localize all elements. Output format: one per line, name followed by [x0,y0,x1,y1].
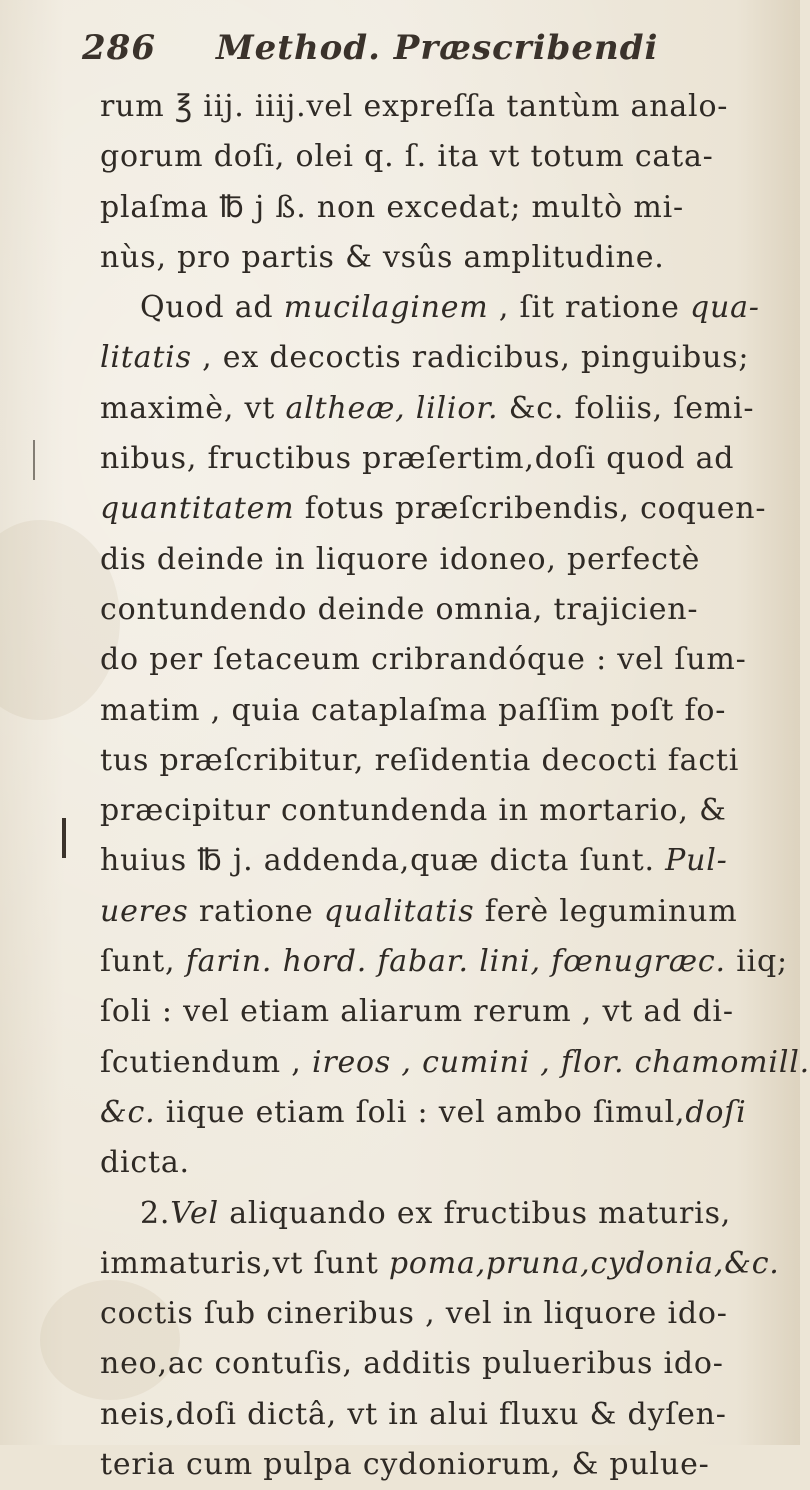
text-line [100,1138,790,1188]
text-segment: ſoli : vel etiam aliarum rerum , vt ad di- [100,994,734,1030]
text-line [100,836,790,886]
text-segment: ſcutiendum , [100,1044,312,1080]
italic-segment: ireos , cumini , flor. chamomill. [311,1044,810,1080]
italic-segment: qualitatis [323,893,475,929]
text-segment: dis deinde in liquore idoneo, perfectè [100,541,701,577]
text-segment: , ex decoctis radicibus, pinguibus; [191,340,750,376]
italic-segment: ueres [100,893,189,929]
running-head: Method. Præscribendi [215,28,659,68]
text-line [100,132,790,182]
text-segment: huius ℔ j. addenda,quæ dicta ſunt. [100,843,666,879]
page-number: 286 [82,28,156,68]
italic-segment: doſi [685,1094,747,1130]
text-segment: immaturis,vt ſunt [100,1245,389,1281]
text-line [100,786,790,836]
italic-segment: poma,pruna,cydonia,&c. [388,1245,780,1281]
italic-segment: farin. hord. fabar. lini, fœnugræc. [185,944,726,980]
text-segment: , ſit ratione [488,290,690,326]
text-line [100,1038,810,1088]
text-segment: coctis ſub cineribus , vel in liquore ido- [100,1296,728,1332]
text-segment: maximè, vt [100,390,286,426]
text-line [100,686,790,736]
text-line [100,1440,790,1490]
text-segment: teria cum pulpa cydoniorum, & pulue- [100,1447,710,1483]
text-segment: contundendo deinde omnia, trajicien- [100,591,699,627]
text-line [100,1239,790,1289]
text-line [100,82,790,132]
text-line [100,384,790,434]
text-segment: dicta. [100,1145,190,1181]
text-line [100,987,790,1037]
text-line [100,333,790,383]
text-segment: aliquando ex fructibus maturis, [218,1195,732,1231]
text-line [100,1390,790,1440]
text-line [100,887,790,937]
text-segment: fotus præſcribendis, coquen- [294,491,767,527]
text-segment: do per ſetaceum cribrandóque : vel ſum- [100,642,747,678]
margin-mark [33,440,35,480]
text-segment: iique etiam ſoli : vel ambo ſimul, [155,1094,686,1130]
italic-segment: litatis [100,340,192,376]
text-line [100,1088,790,1138]
text-line [100,736,790,786]
text-line [100,1189,790,1239]
text-segment: iiq; [725,944,788,980]
text-segment: &c. foliis, ſemi- [498,390,755,426]
body-text [100,82,810,1490]
italic-segment: quantitatem [100,491,295,527]
italic-segment: mucilaginem [283,290,489,326]
text-line [100,283,790,333]
italic-segment: altheæ, lilior. [285,390,499,426]
text-line [100,484,790,534]
text-line [100,1339,790,1389]
text-segment: neo,ac contuſis, additis pulueribus ido- [100,1346,724,1382]
text-segment: 2. [140,1195,171,1231]
text-segment: tus præſcribitur, reſidentia decocti facti [100,742,740,778]
text-line [100,585,790,635]
italic-segment: qua- [689,290,760,326]
text-line [100,233,790,283]
text-segment: nibus, fructibus præſertim,doſi quod ad [100,441,735,477]
margin-mark [62,818,66,858]
text-segment: ſunt, [100,944,186,980]
text-segment: gorum doſi, olei q. ſ. ita vt totum cata- [100,139,714,175]
italic-segment: &c. [100,1094,156,1130]
text-segment: neis,doſi dictâ, vt in alui fluxu & dyſen- [100,1396,727,1432]
text-segment: nùs, pro partis & vsûs amplitudine. [100,239,665,275]
text-segment: ferè leguminum [474,893,738,929]
text-segment: plaſma ℔ j ß. non excedat; multò mi- [100,189,684,225]
text-line [100,937,790,987]
text-line [100,1289,790,1339]
text-line [100,183,790,233]
italic-segment: Vel [170,1195,219,1231]
italic-segment: Pul- [665,843,728,879]
text-line [100,535,790,585]
text-line [100,434,790,484]
text-line [100,635,790,685]
text-segment: ratione [188,893,324,929]
text-segment: rum ℥ iij. iiij.vel expreſſa tantùm analo- [100,89,729,124]
text-segment: Quod ad [140,290,284,326]
text-segment: matim , quia cataplaſma paſſim poſt fo- [100,692,727,728]
page-header [82,28,658,88]
text-segment: præcipitur contundenda in mortario, & [100,793,727,829]
